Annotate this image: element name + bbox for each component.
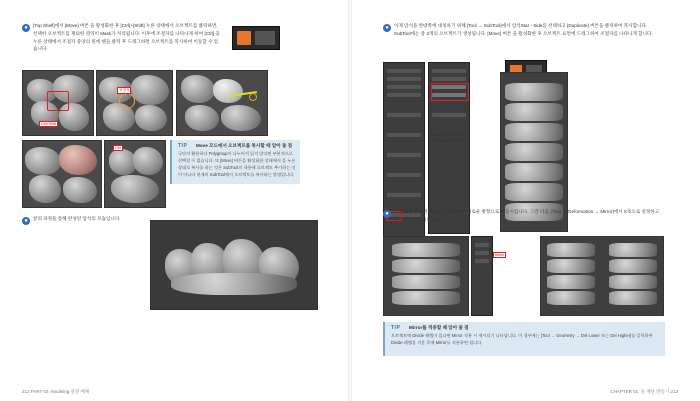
- annotation-label: Ctrl+Shift: [41, 122, 56, 126]
- rock-shape: [181, 75, 215, 103]
- rock-shape: [135, 105, 167, 131]
- panel-row: [387, 113, 421, 117]
- rock-shape: [59, 145, 97, 175]
- step-bullet-icon: ●: [383, 210, 391, 218]
- step-bullet-icon: ●: [22, 217, 30, 225]
- panel-row: [475, 251, 489, 255]
- mask-screenshot-1: [22, 70, 94, 136]
- annotation-label: 조절자: [119, 88, 130, 92]
- stone-row: [505, 103, 563, 121]
- scale-button-icon: [255, 31, 275, 45]
- stone-row: [392, 259, 460, 273]
- panel-row: [387, 93, 421, 97]
- stone-row: [609, 259, 657, 273]
- mask-screenshot-3: [176, 70, 268, 136]
- panel-row: [387, 173, 421, 177]
- stone-row: [505, 83, 563, 101]
- final-rock-screenshot: [150, 220, 318, 310]
- panel-row: [432, 77, 466, 81]
- panel-row: [387, 69, 421, 73]
- move-button-icon: [237, 31, 251, 45]
- rock-shape: [221, 105, 261, 131]
- panel-row: [432, 69, 466, 73]
- manipulator-gizmo-icon: [119, 93, 135, 109]
- panel-row: [387, 77, 421, 81]
- annotation-label: Ctrl: [115, 146, 121, 150]
- tip-text: 오브젝트에 Divide 레벨이 있다면 Mirror 적용 시 제시되기 나타납니다. 이 경우에는 [Tool → Geometry → Del Lower 또는 Del Higher]를 클릭하여 Divide 레벨을 지운 후에 Mirror를 적용하면 됩니다.: [391, 333, 653, 345]
- rock-shape: [213, 79, 243, 103]
- panel-row: [387, 133, 421, 137]
- step-bullet-icon: ●: [22, 24, 30, 32]
- rock-shape: [29, 175, 61, 203]
- mirror-screenshot-1: [383, 236, 469, 316]
- move-toolbar-icon: [232, 26, 280, 50]
- stone-row: [505, 163, 563, 181]
- stone-row: [505, 123, 563, 141]
- tip-label: TIP: [178, 143, 188, 149]
- rock-shape: [131, 75, 169, 105]
- tip-text: 극단의 활용하다 Polygroup이 나누어져 있지 않다면 부분적으로 선택할 수 없습니다. 또 [Move] 버튼을 활성화한 상태에서 을 누른 상태로 복사를 하는 것은 SubTool의 내용에 오브젝트 추가하는 것이 아니라 현재의 SubTool에서 오브젝트를 복사하는 방법입니다.: [178, 151, 296, 177]
- tip-title: Move 모드에서 오브젝트를 복사할 때 알아 둘 점: [196, 143, 293, 148]
- stone-row: [547, 275, 595, 289]
- step-bullet-icon: ●: [383, 24, 391, 32]
- rock-shape: [63, 177, 97, 203]
- selection-highlight: [47, 91, 69, 111]
- copy-screenshot-1: [22, 140, 102, 208]
- stone-row: [547, 291, 595, 305]
- panel-row: [475, 259, 489, 263]
- stone-row: [392, 275, 460, 289]
- stone-row: [505, 143, 563, 161]
- left-paragraph-1: [Top Shelf]에서 [Move] 버튼 을 활성화한 후 [Ctrl]+[Shift] 누른 상태에서 오브젝트를 클릭하면, 선택한 오브젝트를 제외한 영역이 Mask가 처리됩니다. 이후에 조절자를 나타나게 하여 [Ctrl] 을 누른 상태에서 조절자 중앙의 원에 핸들 클릭 후 드래그하면 오브젝트를 복사하여 이동할 수 있습니다.: [33, 23, 220, 52]
- tip-box: [170, 140, 300, 184]
- duplicate-caption: Duplicate로 복사되어 총 2개의 SubTool이 생성됨.: [428, 133, 468, 149]
- right-page: [350, 0, 700, 401]
- stone-row: [392, 291, 460, 305]
- left-paragraph-2: 앞의 과정을 통해 완성된 암석의 모습입니다.: [33, 216, 121, 221]
- right-page-footer: CHAPTER 01. 돌 계단 만들기 213: [610, 389, 678, 394]
- stone-row: [505, 183, 563, 201]
- rock-shape: [185, 105, 219, 131]
- panel-row: [387, 85, 421, 89]
- mirror-panel: [471, 236, 493, 316]
- tip-title: Mirror를 적용할 때 알아 둘 점: [409, 325, 469, 330]
- tip-box: [383, 322, 665, 356]
- manipulator-gizmo-icon: [249, 93, 257, 101]
- panel-row: [387, 193, 421, 197]
- panel-row: [387, 153, 421, 157]
- tip-label: TIP: [391, 325, 401, 331]
- stone-row: [392, 243, 460, 257]
- panel-row: [475, 243, 489, 247]
- left-page-footer: 212 PART 02. Modeling 실전 예제: [22, 389, 90, 394]
- rock-shape: [133, 147, 163, 175]
- mirror-screenshot-2: [540, 236, 664, 316]
- copy-screenshot-2: [104, 140, 166, 208]
- stone-row: [609, 291, 657, 305]
- mirror-annotation: Mirror: [495, 253, 505, 257]
- right-paragraph-1: 이제 암석을 반대쪽에 대칭하기 위해 [Tool → SubTool]에서 암석Star - Side를 선택하고 [Duplicate] 버튼을 클릭하여 복사합니다. SubTool에는 총 2개의 오브젝트가 생성됩니다. [Move] 버튼 을 활성화한 후 오브젝트 표면에 드래그하여 조절자를 나타나게 합니다.: [394, 23, 653, 36]
- stone-row: [547, 243, 595, 257]
- stone-row: [547, 259, 595, 273]
- subtool-highlight: [431, 83, 469, 101]
- stone-row: [609, 243, 657, 257]
- rock-shape: [111, 175, 159, 203]
- right-paragraph-2: 조절자 중앙의 원에 점을 드래그하여 새로운 방향으로 이동시킵니다. 그런 다음, [Tool → Deformation → Mirror]에서 X축으로 설정하고 클릭하여 반전시킵니다.: [394, 209, 660, 222]
- stone-row: [609, 275, 657, 289]
- rock-shape: [25, 147, 61, 175]
- rock-shape: [171, 273, 297, 295]
- panel-row: [432, 113, 466, 117]
- mask-screenshot-2: [96, 70, 173, 136]
